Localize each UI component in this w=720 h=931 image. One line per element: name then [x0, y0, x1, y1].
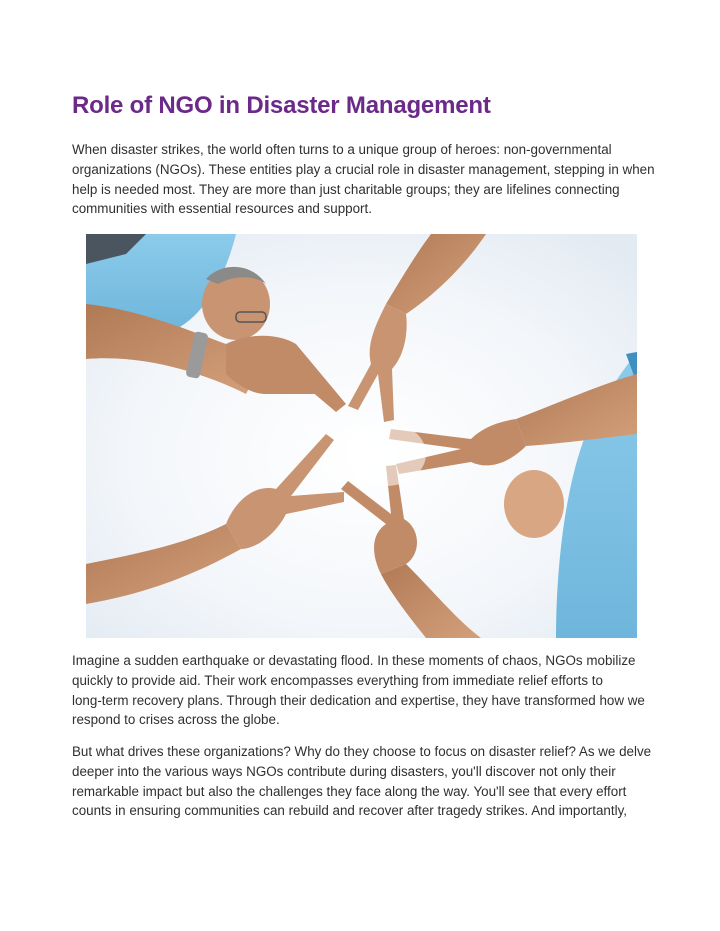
- paragraph-line: Imagine a sudden earthquake or devastating flood. In these moments of chaos, NGOs mobilize: [72, 653, 636, 668]
- paragraph-line: remarkable impact but also the challenges they face along the way. You'll see that every effort: [72, 783, 627, 799]
- body-paragraph: [72, 742, 652, 821]
- body-paragraph: [72, 651, 652, 730]
- person-head-right: [504, 470, 564, 538]
- intro-line: communities with essential resources and support.: [72, 201, 372, 217]
- intro-line: organizations (NGOs). These entities play a crucial role in disaster management, stepping in when: [72, 161, 655, 177]
- intro-line: help is needed most. They are more than just charitable groups; they are lifelines connecting: [72, 181, 620, 197]
- paragraph-line: counts in ensuring communities can rebuild and recover after tragedy strikes. And importantly,: [72, 803, 627, 819]
- paragraph-line: long-term recovery plans. Through their dedication and expertise, they have transformed how we: [72, 692, 645, 708]
- paragraph-line: respond to crises across the globe.: [72, 712, 280, 728]
- paragraph-line: But what drives these organizations? Why do they choose to focus on disaster relief? As we delve: [72, 744, 652, 759]
- intro-line: When disaster strikes, the world often turns to a unique group of heroes: non-governmental: [72, 142, 612, 157]
- page-title: Role of NGO in Disaster Management: [72, 92, 491, 119]
- hands-star-photo: [86, 234, 637, 638]
- paragraph-line: quickly to provide aid. Their work encompasses everything from immediate relief efforts to: [72, 672, 603, 688]
- paragraph-line: deeper into the various ways NGOs contribute during disasters, you'll discover not only their: [72, 763, 616, 779]
- intro-paragraph: [72, 140, 655, 219]
